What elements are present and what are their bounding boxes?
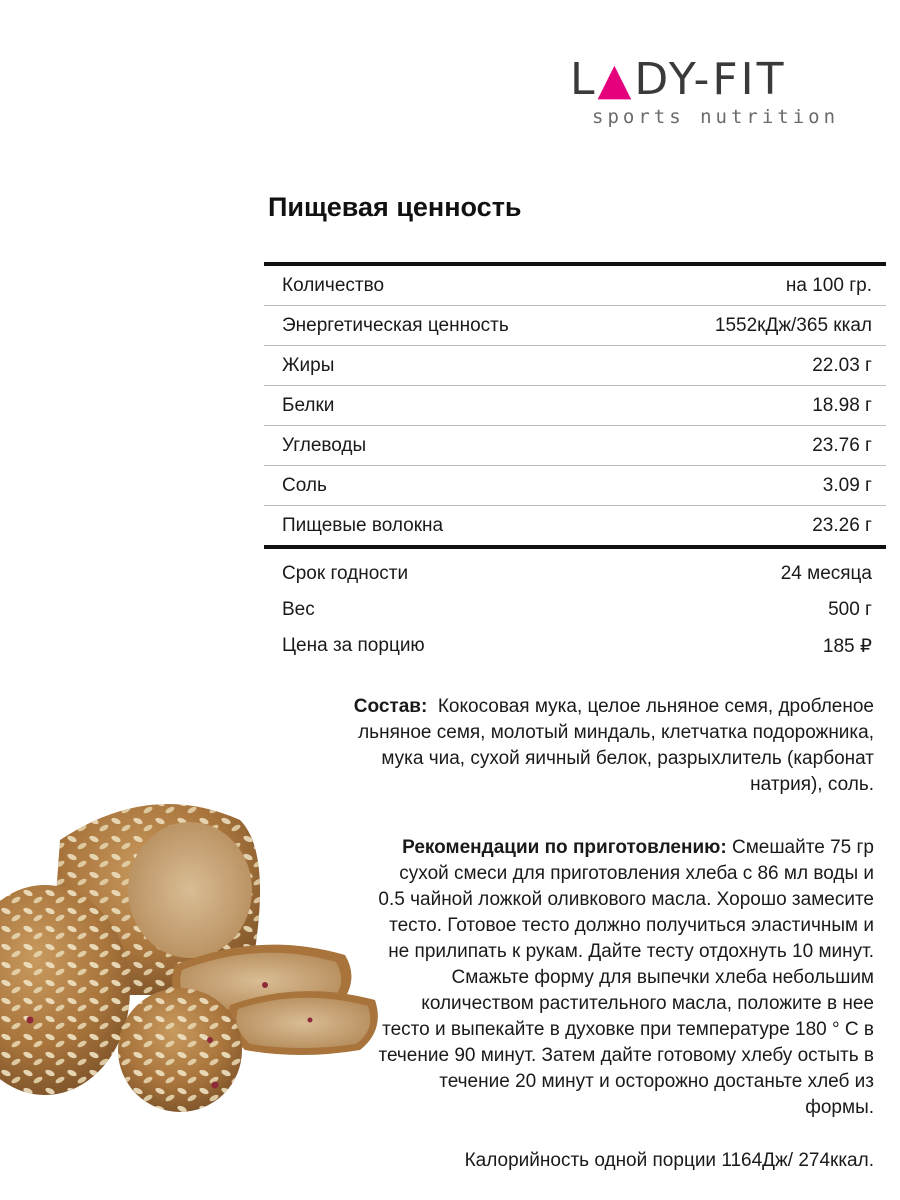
row-value: 18.98 г — [812, 394, 872, 416]
serving-calories: Калорийность одной порции 1164Дж/ 274ккал. — [464, 1150, 874, 1171]
row-value: 500 г — [828, 599, 872, 620]
nutrition-row-fiber — [264, 505, 886, 545]
brand-tagline: sports nutrition — [592, 106, 840, 128]
row-label: Белки — [282, 394, 335, 416]
composition-label: Состав: — [353, 696, 428, 717]
nutrition-row-amount — [264, 266, 886, 305]
nutrition-row-fat — [264, 345, 886, 385]
extra-row-weight — [264, 592, 886, 628]
composition-text: Кокосовая мука, целое льняное семя, дробленое льняное семя, молотый миндаль, клетчатка подорожника, мука чиа, сухой яичный белок, разрыхлитель (карбонат натрия), соль. — [358, 696, 874, 795]
row-value: на 100 гр. — [785, 274, 872, 296]
recommendations-label: Рекомендации по приготовлению: — [402, 837, 727, 858]
bread-image — [0, 780, 380, 1120]
composition-paragraph — [314, 694, 874, 798]
row-label: Соль — [282, 474, 327, 496]
recommendations-text: Смешайте 75 гр сухой смеси для приготовления хлеба с 86 мл воды и 0.5 чайной ложкой оливкового масла. Хорошо замесите тесто. Готовое тесто должно получиться эластичным и не прилипать к рукам. Дайте тесту отдохнуть 10 минут. Смажьте форму для выпечки хлеба небольшим количеством растительного масла, положите в нее тесто и выпекайте в духовке при температуре 180 ° С в течение 90 минут. Затем дайте готовому хлебу остыть в течение 20 минут и осторожно достаньте хлеб из формы. — [378, 837, 874, 1118]
row-value: 1552кДж/365 ккал — [714, 314, 872, 336]
nutrition-row-salt — [264, 465, 886, 505]
row-value: 185 ₽ — [822, 635, 872, 657]
nutrition-row-protein — [264, 385, 886, 425]
brand-name: L▲DY-FIT — [570, 54, 787, 105]
nutrition-table — [264, 262, 886, 549]
row-label: Цена за порцию — [282, 635, 425, 656]
row-label: Количество — [282, 274, 385, 296]
recommendations-paragraph — [374, 835, 874, 1121]
row-label: Пищевые волокна — [282, 514, 444, 536]
row-label: Вес — [282, 599, 315, 620]
logo-triangle-icon: ▲ — [597, 54, 635, 105]
row-label: Углеводы — [282, 434, 367, 456]
row-value: 3.09 г — [822, 474, 872, 496]
page-title: Пищевая ценность — [268, 192, 522, 222]
nutrition-row-energy — [264, 305, 886, 345]
extra-info-list — [264, 556, 886, 664]
row-value: 22.03 г — [812, 354, 872, 376]
row-value: 23.26 г — [812, 514, 872, 536]
row-value: 23.76 г — [812, 434, 872, 456]
nutrition-row-carbs — [264, 425, 886, 465]
extra-row-shelf-life — [264, 556, 886, 592]
row-label: Жиры — [282, 354, 335, 376]
row-label: Энергетическая ценность — [282, 314, 509, 336]
brand-logo — [570, 54, 870, 138]
row-label: Срок годности — [282, 563, 409, 584]
row-value: 24 месяца — [780, 563, 872, 584]
extra-row-price — [264, 628, 886, 664]
